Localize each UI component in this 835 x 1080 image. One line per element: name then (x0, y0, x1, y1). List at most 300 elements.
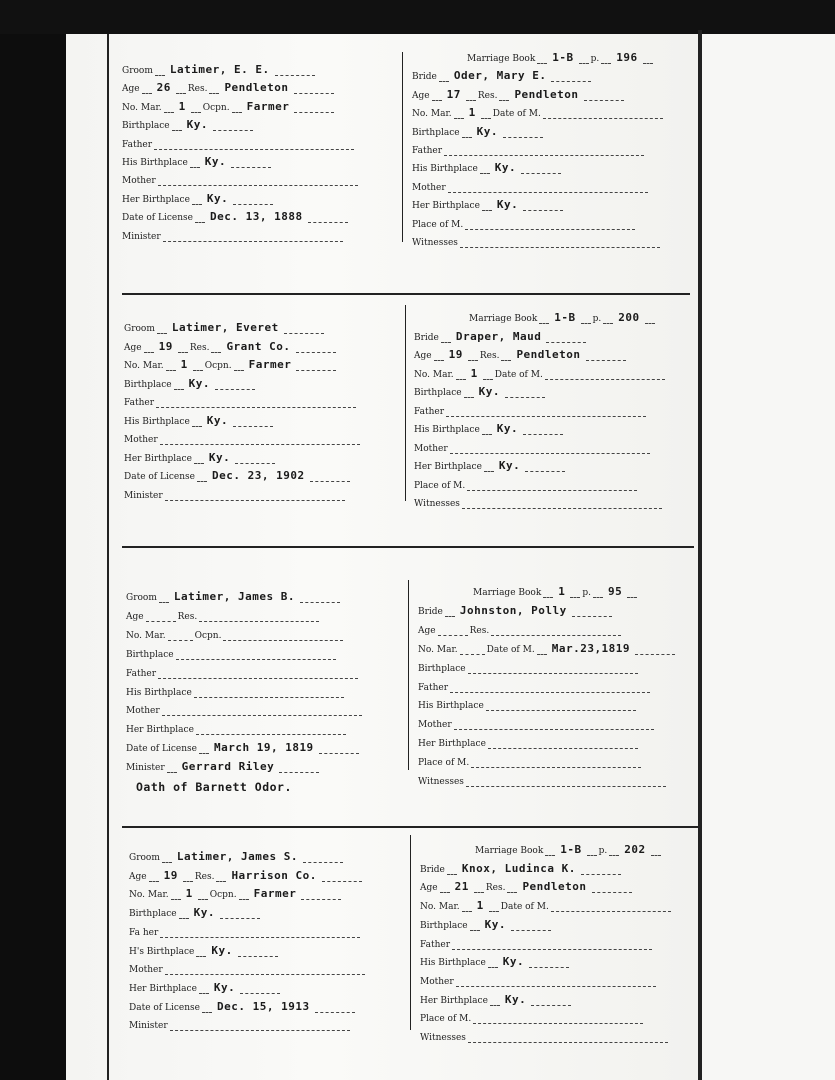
bride-field-row (414, 399, 689, 417)
blank-line (537, 644, 547, 655)
blank-line (454, 719, 654, 730)
groom-field-row (126, 698, 401, 716)
bride-field-row (418, 675, 693, 693)
bride-page: 202 (624, 843, 646, 856)
bride-field-row (420, 1025, 695, 1043)
groom-his-birthplace: Ky. (211, 943, 233, 957)
groom-field-row (126, 623, 401, 641)
groom-her-birthplace: Ky. (213, 980, 236, 994)
no-mar-label: No. Mar. (418, 644, 458, 655)
groom-no-mar: 1 (178, 99, 186, 113)
date-license-label: Date of License (124, 472, 195, 482)
blank-line (545, 845, 555, 856)
bride-label: Bride (420, 864, 445, 875)
ocpn-label: Ocpn. (204, 361, 232, 371)
father-label: Father (412, 146, 443, 156)
blank-line (154, 139, 354, 150)
page-label: p. (590, 54, 600, 64)
groom-field-row (126, 585, 401, 603)
bride-field-row (414, 362, 689, 380)
blank-line (211, 342, 221, 353)
blank-line (551, 901, 671, 912)
age-label: Age (420, 883, 438, 894)
blank-line (160, 434, 360, 445)
groom-field-row (124, 409, 399, 427)
witnesses-label: Witnesses (412, 238, 458, 248)
blank-line (521, 163, 561, 174)
blank-line (488, 957, 498, 968)
groom-birthplace: Ky. (188, 376, 210, 390)
his-birthplace-label: His Birthplace (414, 425, 480, 435)
groom-age: 19 (163, 868, 178, 882)
blank-line (470, 920, 480, 931)
bride-page: 95 (608, 585, 623, 598)
blank-line (581, 313, 591, 324)
bride-field-row (414, 454, 689, 472)
blank-line (460, 237, 660, 248)
blank-line (529, 957, 569, 968)
bride-age: 21 (454, 880, 469, 894)
blank-line (232, 102, 242, 113)
blank-line (158, 175, 358, 186)
bride-field-row (420, 913, 695, 931)
blank-line (441, 332, 451, 343)
card-separator (122, 546, 694, 548)
minister-label: Minister (126, 763, 165, 774)
groom-date-license: Dec. 13, 1888 (209, 210, 303, 224)
blank-line (482, 200, 492, 211)
blank-line (199, 611, 319, 622)
bride-name: Knox, Ludinca K. (461, 861, 576, 875)
blank-line (183, 871, 193, 882)
blank-line (310, 471, 350, 482)
bride-field-row (420, 950, 695, 968)
page-label: p. (592, 314, 602, 324)
groom-field-row (129, 882, 404, 900)
blank-line (456, 976, 656, 987)
age-label: Age (414, 351, 432, 361)
bride-his-birthplace: Ky. (502, 955, 525, 969)
bride-field-row (412, 212, 687, 230)
blank-line (220, 908, 260, 919)
mother-label: Mother (122, 176, 156, 187)
bride-field-row (412, 138, 687, 156)
blank-line (543, 108, 663, 119)
groom-field-row (124, 427, 399, 445)
blank-line (199, 983, 209, 994)
father-label: Father (414, 406, 445, 417)
blank-line (446, 406, 646, 417)
bride-name: Draper, Maud (455, 329, 542, 343)
blank-line (168, 630, 193, 641)
minister-label: Minister (122, 231, 161, 242)
bride-no-mar: 1 (470, 366, 478, 380)
bride-page: 200 (618, 311, 640, 324)
blank-line (322, 871, 362, 882)
blank-line (163, 231, 343, 242)
bride-field-row (414, 380, 689, 398)
groom-field-row (129, 920, 404, 938)
bride-no-mar: 1 (476, 899, 484, 913)
father-label: Father (126, 668, 157, 679)
blank-line (609, 845, 619, 856)
groom-field-row (129, 957, 404, 975)
bride-res: Pendleton (522, 880, 587, 894)
blank-line (198, 889, 208, 900)
blank-line (484, 461, 494, 472)
blank-line (301, 889, 341, 900)
birthplace-label: Birthplace (129, 909, 177, 920)
groom-field-row (122, 168, 397, 186)
bride-field-row (420, 988, 695, 1006)
blank-line (303, 852, 343, 863)
date-m-label: Date of M. (486, 644, 535, 655)
groom-no-mar: 1 (180, 358, 188, 371)
blank-line (196, 724, 346, 735)
groom-field-row (122, 132, 397, 150)
bride-field-row (412, 83, 687, 101)
no-mar-label: No. Mar. (122, 102, 162, 113)
bride-field-row (412, 193, 687, 211)
her-birthplace-label: Her Birthplace (414, 462, 482, 472)
blank-line (157, 323, 167, 334)
blank-line (294, 83, 334, 94)
blank-line (525, 461, 565, 472)
bride-birthplace: Ky. (484, 917, 506, 931)
blank-line (440, 882, 450, 893)
his-birthplace-label: H's Birthplace (129, 946, 195, 957)
groom-date-license: Dec. 15, 1913 (216, 999, 310, 1013)
bride-field-row (412, 175, 687, 193)
ocpn-label: Ocpn. (194, 630, 222, 641)
blank-line (209, 83, 219, 94)
birthplace-label: Birthplace (122, 121, 170, 132)
blank-line (603, 313, 613, 324)
blank-line (194, 453, 204, 464)
blank-line (191, 102, 201, 113)
groom-field-row (126, 604, 401, 622)
bride-field-row (414, 417, 689, 435)
age-label: Age (129, 871, 147, 882)
bride-label: Bride (412, 72, 437, 83)
his-birthplace-label: His Birthplace (124, 416, 190, 427)
groom-field-row (124, 335, 399, 353)
blank-line (454, 108, 464, 119)
groom-res: Harrison Co. (231, 868, 317, 882)
bride-field-row (420, 932, 695, 950)
res-label: Res. (189, 342, 210, 353)
witnesses-label: Witnesses (420, 1033, 466, 1043)
groom-field-row (122, 150, 397, 168)
place-m-label: Place of M. (420, 1014, 472, 1025)
blank-line (645, 313, 655, 324)
date-license-label: Date of License (122, 213, 193, 224)
blank-line (523, 424, 563, 435)
blank-line (158, 668, 358, 679)
age-label: Age (418, 625, 436, 636)
bride-field-row (412, 156, 687, 174)
scan-top-border (0, 0, 835, 34)
blank-line (439, 71, 449, 82)
blank-line (176, 649, 336, 660)
age-label: Age (412, 90, 430, 101)
bride-field-row (420, 1006, 695, 1024)
blank-line (465, 219, 635, 230)
blank-line (450, 443, 650, 454)
blank-line (584, 90, 624, 101)
witnesses-label: Witnesses (414, 499, 460, 509)
date-m-label: Date of M. (492, 109, 541, 120)
bride-book: 1-B (554, 311, 576, 324)
place-m-label: Place of M. (412, 219, 464, 230)
blank-line (486, 700, 636, 711)
date-license-label: Date of License (126, 744, 197, 755)
mother-label: Mother (412, 182, 446, 193)
bride-name: Oder, Mary E. (453, 69, 547, 83)
bride-field-row (414, 491, 689, 509)
blank-line (592, 882, 632, 893)
blank-line (149, 871, 159, 882)
blank-line (471, 757, 641, 768)
blank-line (468, 350, 478, 361)
bride-her-birthplace: Ky. (504, 992, 527, 1006)
blank-line (144, 342, 154, 353)
his-birthplace-label: His Birthplace (418, 701, 484, 712)
bride-field-row (418, 656, 693, 674)
bride-label: Bride (414, 332, 439, 343)
blank-line (467, 480, 637, 491)
birthplace-label: Birthplace (414, 388, 462, 398)
bride-res: Pendleton (514, 87, 579, 101)
bride-field-row (414, 436, 689, 454)
groom-minister: Gerrard Riley (181, 760, 275, 774)
blank-line (490, 995, 500, 1006)
groom-field-row (124, 464, 399, 482)
blank-line (545, 369, 665, 380)
bride-page: 196 (616, 51, 638, 64)
blank-line (531, 995, 571, 1006)
blank-line (462, 127, 472, 138)
groom-name: Latimer, E. E. (169, 63, 270, 76)
blank-line (491, 625, 621, 636)
groom-name: Latimer, James S. (176, 850, 298, 863)
bride-name: Johnston, Polly (459, 603, 567, 617)
bride-age: 19 (448, 348, 463, 361)
groom-field-row (129, 1013, 404, 1031)
groom-field-row (129, 976, 404, 994)
res-label: Res. (194, 871, 215, 882)
groom-field-row (129, 939, 404, 957)
blank-line (543, 587, 553, 598)
father-label: Father (124, 398, 155, 408)
blank-line (156, 397, 356, 408)
scan-right-margin (698, 34, 835, 1080)
blank-line (296, 342, 336, 353)
blank-line (572, 606, 612, 617)
minister-label: Minister (129, 1021, 168, 1032)
age-label: Age (122, 84, 140, 95)
blank-line (452, 939, 652, 950)
groom-field-row (129, 901, 404, 919)
groom-field-row (129, 845, 404, 863)
bride-age: 17 (446, 87, 461, 101)
blank-line (172, 120, 182, 131)
blank-line (146, 611, 176, 622)
blank-line (448, 182, 648, 193)
blank-line (171, 889, 181, 900)
no-mar-label: No. Mar. (124, 361, 164, 371)
blank-line (462, 498, 662, 509)
blank-line (460, 644, 485, 655)
bride-field-row (418, 731, 693, 749)
card-column-divider (402, 52, 403, 242)
groom-label: Groom (122, 66, 153, 76)
groom-field-row (122, 187, 397, 205)
ocpn-label: Ocpn. (209, 890, 237, 901)
blank-line (319, 743, 359, 754)
blank-line (235, 453, 275, 464)
blank-line (651, 845, 661, 856)
groom-label: Groom (124, 324, 155, 334)
card-column-divider (405, 305, 406, 501)
blank-line (170, 1020, 350, 1031)
father-label: Fa her (129, 927, 159, 938)
groom-field-row (126, 680, 401, 698)
mother-label: Mother (129, 965, 163, 976)
groom-his-birthplace: Ky. (204, 155, 227, 168)
his-birthplace-label: His Birthplace (126, 687, 192, 698)
blank-line (466, 776, 666, 787)
blank-line (570, 587, 580, 598)
blank-line (162, 852, 172, 863)
blank-line (482, 424, 492, 435)
bride-field-row (412, 101, 687, 119)
bride-res: Pendleton (516, 348, 581, 361)
blank-line (523, 200, 563, 211)
bride-book: 1-B (552, 51, 574, 64)
groom-field-row (122, 58, 397, 76)
blank-line (162, 705, 362, 716)
blank-line (581, 864, 621, 875)
her-birthplace-label: Her Birthplace (418, 739, 486, 750)
bride-field-row (473, 580, 748, 598)
blank-line (194, 687, 344, 698)
record-note: Oath of Barnett Odor. (136, 780, 292, 794)
groom-field-row (122, 113, 397, 131)
no-mar-label: No. Mar. (129, 890, 169, 901)
bride-field-row (412, 230, 687, 248)
blank-line (215, 379, 255, 390)
bride-book: 1 (558, 585, 566, 598)
blank-line (160, 927, 360, 938)
res-label: Res. (485, 883, 506, 894)
blank-line (539, 313, 549, 324)
groom-name: Latimer, Everet (171, 321, 279, 334)
page-label: p. (598, 846, 608, 856)
card-column-divider (410, 835, 411, 1030)
bride-field-row (414, 325, 689, 343)
groom-field-row (122, 76, 397, 94)
blank-line (432, 90, 442, 101)
blank-line (456, 369, 466, 380)
page-right-edge (698, 30, 702, 1080)
bride-his-birthplace: Ky. (494, 161, 517, 175)
groom-field-row (124, 446, 399, 464)
bride-field-row (418, 712, 693, 730)
blank-line (505, 387, 545, 398)
birthplace-label: Birthplace (420, 920, 468, 931)
bride-no-mar: 1 (468, 106, 476, 120)
groom-field-row (126, 661, 401, 679)
blank-line (511, 920, 551, 931)
no-mar-label: No. Mar. (414, 369, 454, 380)
bride-birthplace: Ky. (478, 385, 500, 398)
blank-line (165, 490, 345, 501)
groom-res: Pendleton (224, 81, 289, 95)
blank-line (308, 212, 348, 223)
blank-line (593, 587, 603, 598)
blank-line (178, 342, 188, 353)
his-birthplace-label: His Birthplace (122, 158, 188, 168)
blank-line (586, 350, 626, 361)
blank-line (462, 901, 472, 912)
blank-line (190, 157, 200, 168)
groom-his-birthplace: Ky. (206, 413, 229, 427)
groom-label: Groom (129, 853, 160, 863)
blank-line (202, 1002, 212, 1013)
blank-line (489, 901, 499, 912)
blank-line (216, 871, 226, 882)
blank-line (296, 360, 336, 371)
blank-line (233, 416, 273, 427)
witnesses-label: Witnesses (418, 777, 464, 787)
bride-field-row (420, 969, 695, 987)
groom-date-license: Dec. 23, 1902 (211, 469, 305, 482)
blank-line (199, 743, 209, 754)
bride-field-row (414, 343, 689, 361)
groom-name: Latimer, James B. (173, 590, 295, 603)
bride-date-m: Mar.23,1819 (551, 641, 631, 655)
blank-line (294, 102, 334, 113)
blank-line (166, 360, 176, 371)
bride-field-row (418, 637, 693, 655)
bride-field-row (467, 46, 742, 64)
ocpn-label: Ocpn. (202, 102, 230, 113)
blank-line (176, 83, 186, 94)
her-birthplace-label: Her Birthplace (122, 194, 190, 205)
res-label: Res. (479, 351, 500, 361)
blank-line (466, 90, 476, 101)
groom-field-row (124, 316, 399, 334)
bride-field-row (469, 306, 744, 324)
his-birthplace-label: His Birthplace (412, 164, 478, 175)
blank-line (193, 360, 203, 371)
no-mar-label: No. Mar. (420, 902, 460, 913)
groom-field-row (124, 483, 399, 501)
res-label: Res. (177, 611, 198, 622)
her-birthplace-label: Her Birthplace (412, 201, 480, 212)
blank-line (635, 644, 675, 655)
birthplace-label: Birthplace (418, 663, 466, 674)
bride-birthplace: Ky. (476, 124, 498, 138)
blank-line (195, 212, 205, 223)
blank-line (240, 983, 280, 994)
bride-field-row (418, 769, 693, 787)
groom-ocpn: Farmer (248, 358, 292, 371)
blank-line (483, 369, 493, 380)
place-m-label: Place of M. (418, 758, 470, 769)
blank-line (155, 65, 165, 76)
